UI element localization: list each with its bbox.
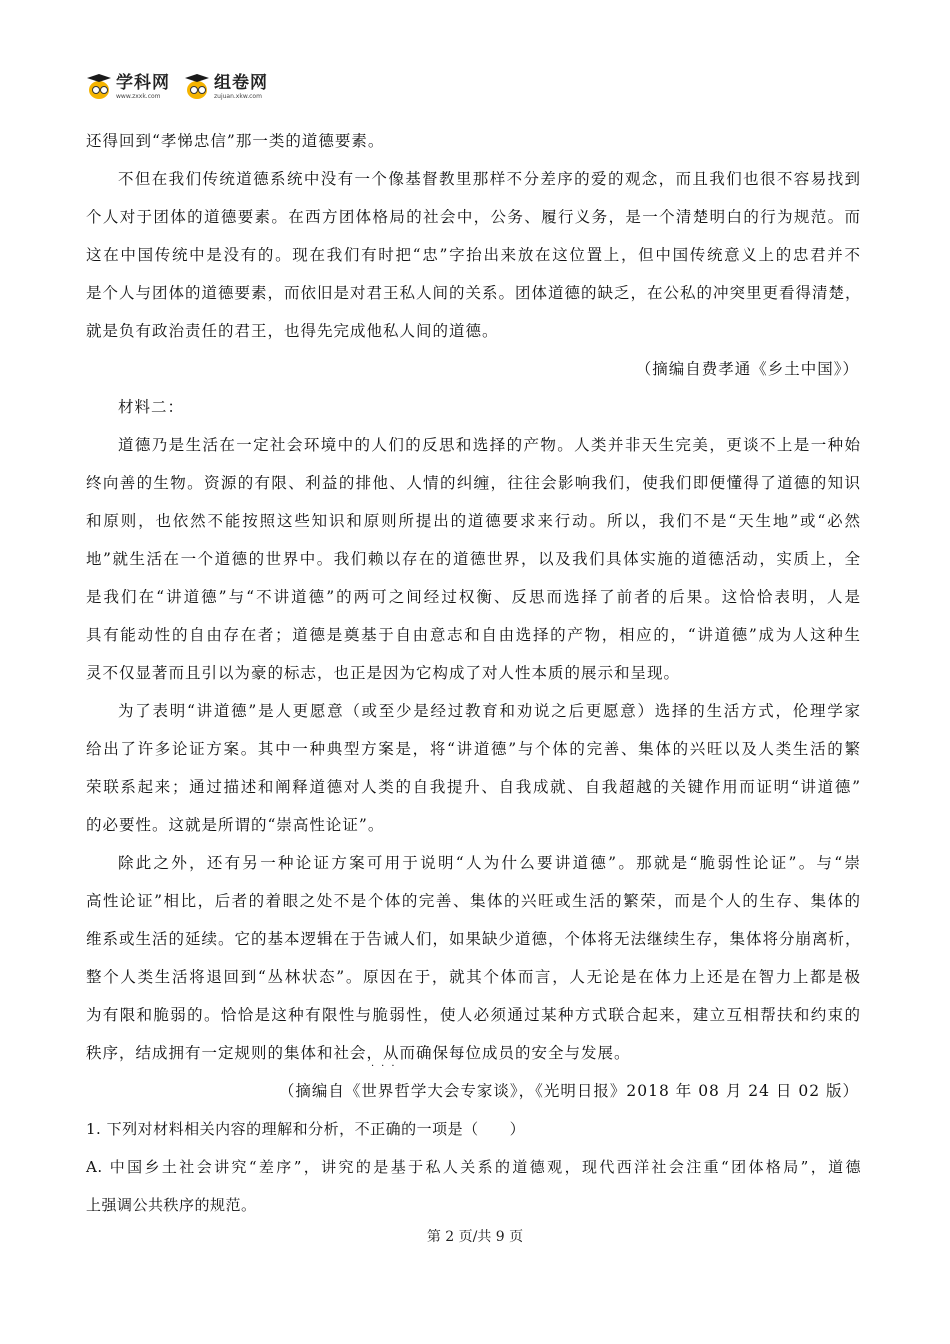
page-header xyxy=(86,70,268,104)
paragraph-line: 维系或生活的延续。它的基本逻辑在于告诫人们，如果缺少道德，个体将无法继续生存，集体将分崩离析， xyxy=(86,930,862,948)
paragraph-line: 还得回到“孝悌忠信”那一类的道德要素。 xyxy=(86,132,385,150)
logo-url: zujuan.xkw.com xyxy=(214,92,262,100)
source-citation: （摘编自《世界哲学大会专家谈》，《光明日报》2018 年 08 月 24 日 02 版） xyxy=(278,1082,859,1100)
paragraph-line: 的必要性。这就是所谓的“崇高性论证”。 xyxy=(86,816,385,834)
emphasis-dots: ··· xyxy=(371,1061,402,1072)
paragraph-line: 是个人与团体的道德要素，而依旧是对君王私人间的关系。团体道德的缺乏，在公私的冲突里更看得清楚， xyxy=(86,284,862,302)
page-number: 第 2 页/共 9 页 xyxy=(426,1229,524,1245)
paragraph-line: 给出了许多论证方案。其中一种典型方案是，将“讲道德”与个体的完善、集体的兴旺以及人类生活的繁 xyxy=(86,740,861,758)
paragraph-line: 和原则，也依然不能按照这些知识和原则所提出的道德要求来行动。所以，我们不是“天生地”或“必然 xyxy=(86,512,861,530)
mascot-icon xyxy=(184,74,210,100)
paragraph-line: 个人对于团体的道德要素。在西方团体格局的社会中，公务、履行义务，是一个清楚明白的行为规范。而 xyxy=(86,208,861,226)
paragraph-line: 就是负有政治责任的君王，也得先完成他私人间的道德。 xyxy=(86,322,499,340)
source-citation: （摘编自费孝通《乡土中国》） xyxy=(635,360,859,378)
xuekewang-logo xyxy=(86,74,170,100)
option-a-line: 上强调公共秩序的规范。 xyxy=(86,1196,257,1214)
paragraph-line: 这在中国传统中是没有的。现在我们有时把“忠”字抬出来放在这位置上，但中国传统意义上的忠君并不 xyxy=(86,246,861,264)
paragraph-line: 材料二： xyxy=(118,398,185,416)
paragraph-line: 是我们在“讲道德”与“不讲道德”的两可之间经过权衡、反思而选择了前者的后果。这恰恰表明，人是 xyxy=(86,588,861,606)
logo-title: 组卷网 xyxy=(214,72,268,93)
paragraph-line: 为有限和脆弱的。恰恰是这种有限性与脆弱性，使人必须通过某种方式联合起来，建立互相帮扶和约束的 xyxy=(86,1006,861,1024)
paragraph-line: 秩序，结成拥有一定规则的集体和社会，从而确保每位成员的安全与发展。 xyxy=(86,1044,631,1062)
mascot-icon xyxy=(86,74,112,100)
option-a-line: A. 中国乡土社会讲究“差序”，讲究的是基于私人关系的道德观，现代西洋社会注重“团体格局”，道德 xyxy=(86,1158,861,1176)
paragraph-line: 终向善的生物。资源的有限、利益的排他、人情的纠缠，往往会影响我们，使我们即便懂得了道德的知识 xyxy=(86,474,861,492)
paragraph-line: 整个人类生活将退回到“丛林状态”。原因在于，就其个体而言，人无论是在体力上还是在智力上都是极 xyxy=(86,968,861,986)
article-body xyxy=(86,128,861,1230)
paragraph-line: 地”就生活在一个道德的世界中。我们赖以存在的道德世界，以及我们具体实施的道德活动，实质上，全 xyxy=(86,550,861,568)
logo-title: 学科网 xyxy=(116,72,170,93)
paragraph-line: 灵不仅显著而且引以为豪的标志，也正是因为它构成了对人性本质的展示和呈现。 xyxy=(86,664,681,682)
paragraph-line: 荣联系起来；通过描述和阐释道德对人类的自我提升、自我成就、自我超越的关键作用而证明“讲道德” xyxy=(86,778,861,796)
question-stem: 1. 下列对材料相关内容的理解和分析，不正确的一项是（ ） xyxy=(86,1120,526,1138)
paragraph-line: 高性论证”相比，后者的着眼之处不是个体的完善、集体的兴旺或生活的繁荣，而是个人的生存、集体的 xyxy=(86,892,861,910)
paragraph-line: 不但在我们传统道德系统中没有一个像基督教里那样不分差序的爱的观念，而且我们也很不容易找到 xyxy=(118,170,861,188)
paragraph-line: 为了表明“讲道德”是人更愿意（或至少是经过教育和劝说之后更愿意）选择的生活方式，伦理学家 xyxy=(118,702,861,720)
logo-url: www.zxxk.com xyxy=(116,92,161,100)
zujuanwang-logo xyxy=(184,74,268,100)
paragraph-line: 具有能动性的自由存在者；道德是奠基于自由意志和自由选择的产物，相应的，“讲道德”成为人这种生 xyxy=(86,626,861,644)
paragraph-line: 除此之外，还有另一种论证方案可用于说明“人为什么要讲道德”。那就是“脆弱性论证”。与“崇 xyxy=(118,854,861,872)
paragraph-line: 道德乃是生活在一定社会环境中的人们的反思和选择的产物。人类并非天生完美，更谈不上是一种始 xyxy=(118,436,861,454)
